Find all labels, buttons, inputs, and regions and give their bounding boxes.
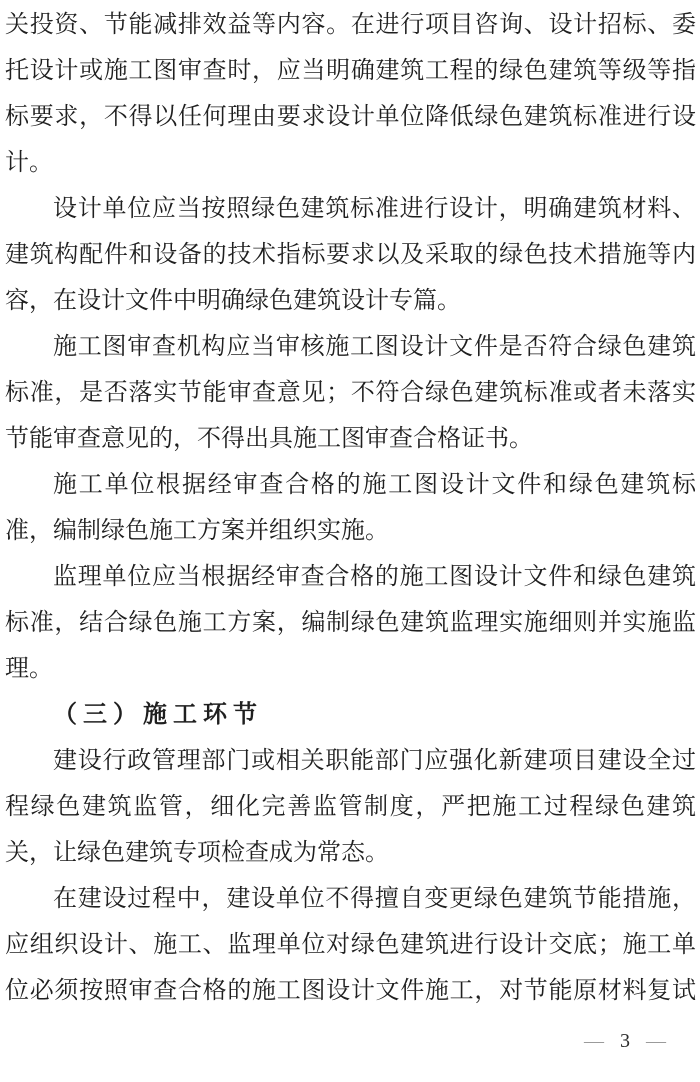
text-line: 监理单位应当根据经审查合格的施工图设计文件和绿色建筑 [53, 564, 696, 590]
text-line: 标要求，不得以任何理由要求设计单位降低绿色建筑标准进行设 [5, 104, 696, 130]
section-heading: （三）施工环节 [53, 702, 263, 728]
text-line: 建设行政管理部门或相关职能部门应强化新建项目建设全过 [53, 748, 696, 774]
text-line: 准，编制绿色施工方案并组织实施。 [5, 518, 389, 544]
page-number-value: 3 [620, 1030, 630, 1052]
text-line: 建筑构配件和设备的技术指标要求以及采取的绿色技术措施等内 [5, 242, 696, 268]
text-line: 程绿色建筑监管，细化完善监管制度，严把施工过程绿色建筑 [5, 794, 696, 820]
text-line: 计。 [5, 150, 53, 176]
text-line: 节能审查意见的，不得出具施工图审查合格证书。 [5, 426, 533, 452]
page-number-right-dash: — [646, 1030, 666, 1052]
text-line: 标准，是否落实节能审查意见；不符合绿色建筑标准或者未落实 [5, 380, 696, 406]
text-line: 关，让绿色建筑专项检查成为常态。 [5, 840, 389, 866]
text-line: 在建设过程中，建设单位不得擅自变更绿色建筑节能措施， [53, 886, 696, 912]
text-line: 位必须按照审查合格的施工图设计文件施工，对节能原材料复试 [5, 978, 696, 1004]
text-line: 应组织设计、施工、监理单位对绿色建筑进行设计交底；施工单 [5, 932, 696, 958]
document-body [5, 2, 696, 1014]
text-line: 设计单位应当按照绿色建筑标准进行设计，明确建筑材料、 [53, 196, 696, 222]
text-line: 施工图审查机构应当审核施工图设计文件是否符合绿色建筑 [53, 334, 696, 360]
text-line: 托设计或施工图审查时，应当明确建筑工程的绿色建筑等级等指 [5, 58, 696, 84]
text-line: 关投资、节能减排效益等内容。在进行项目咨询、设计招标、委 [5, 12, 696, 38]
page-number [584, 1028, 666, 1054]
text-line: 标准，结合绿色施工方案，编制绿色建筑监理实施细则并实施监 [5, 610, 696, 636]
text-line: 容，在设计文件中明确绿色建筑设计专篇。 [5, 288, 461, 314]
page-number-left-dash: — [584, 1030, 604, 1052]
text-line: 施工单位根据经审查合格的施工图设计文件和绿色建筑标 [53, 472, 696, 498]
text-line: 理。 [5, 656, 53, 682]
